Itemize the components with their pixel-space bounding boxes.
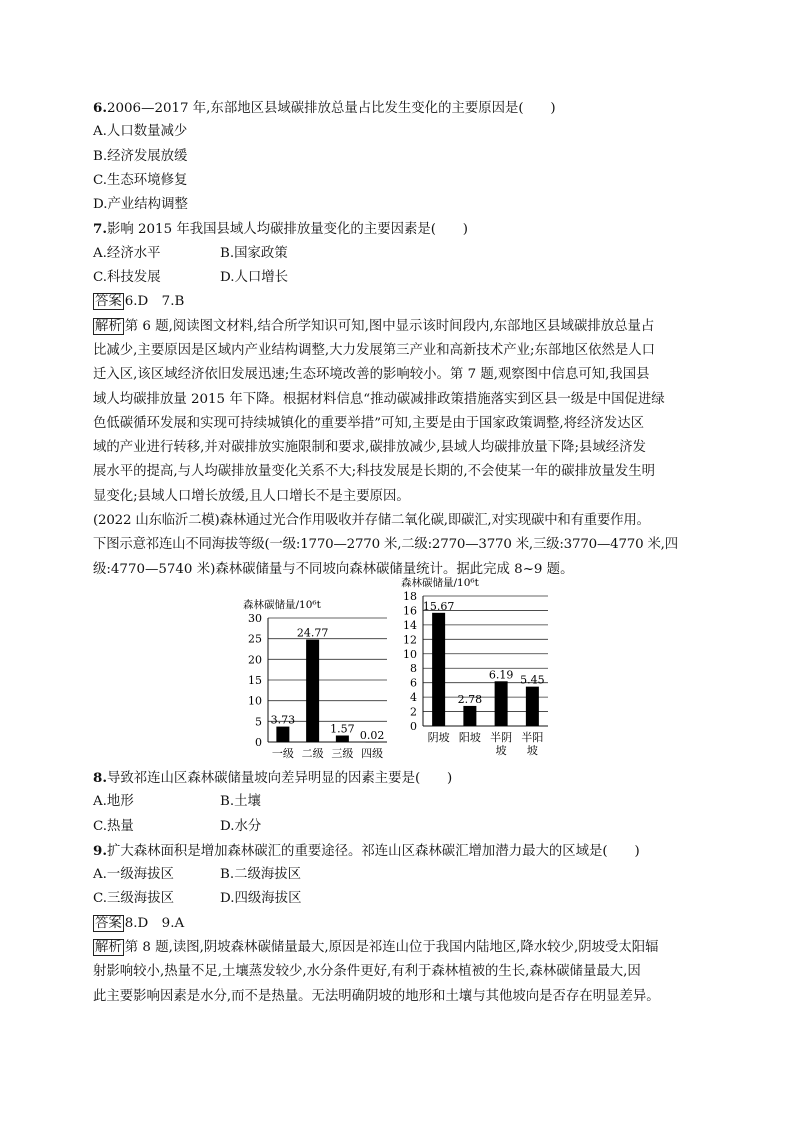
x-tick-label: 半阴	[490, 730, 513, 744]
analysis-line: 射影响较小,热量不足,土壤蒸发较少,水分条件更好,有利于森林植被的生长,森林碳储量最大,因	[93, 964, 641, 980]
option: C.生态环境修复	[93, 172, 188, 188]
material-line: (2022 山东临沂二模)森林通过光合作用吸收并存储二氧化碳,即碳汇,对实现碳中和有重要作用。	[93, 513, 650, 529]
bar	[306, 640, 319, 742]
answer-tag: 答案	[95, 915, 122, 931]
option: A.地形	[93, 794, 134, 810]
option: C.三级海拔区	[93, 891, 174, 907]
x-tick-label: 三级	[331, 746, 354, 760]
charts-figure	[93, 576, 705, 766]
option: A.人口数量减少	[93, 124, 188, 140]
y-tick-label: 10	[248, 694, 262, 708]
y-tick-label: 0	[255, 735, 262, 749]
x-tick-label: 阳坡	[458, 730, 481, 744]
bar-charts	[93, 576, 705, 766]
analysis-line: 色低碳循环发展和实现可持续城镇化的重要举措”可知,主要是由于国家政策调整,将经济发达区	[93, 415, 644, 431]
data-label: 3.73	[270, 713, 296, 727]
option: B.经济发展放缓	[93, 148, 188, 164]
question-number: 6.	[93, 100, 107, 116]
y-axis-title: 森林碳储量/10⁶t	[401, 576, 479, 589]
option: A.一级海拔区	[93, 867, 174, 883]
analysis-line: 第 8 题,读图,阴坡森林碳储量最大,原因是祁连山位于我国内陆地区,降水较少,阴坡受太阳辐	[124, 940, 659, 956]
analysis-paragraph	[93, 315, 705, 509]
question-number: 7.	[93, 221, 107, 238]
y-tick-label: 25	[248, 632, 262, 646]
y-tick-label: 6	[410, 676, 417, 690]
question-9-stem	[93, 839, 705, 863]
data-label: 5.45	[520, 673, 545, 687]
data-label: 24.77	[296, 626, 329, 640]
x-tick-label: 坡	[526, 743, 538, 757]
y-tick-label: 18	[403, 589, 417, 603]
y-tick-label: 8	[410, 662, 417, 676]
question-8-stem	[93, 766, 705, 790]
option: C.热量	[93, 818, 134, 834]
answer-tag: 答案	[95, 294, 122, 310]
x-tick-label: 二级	[301, 746, 324, 760]
answer-line	[93, 912, 705, 936]
y-tick-label: 0	[410, 719, 417, 733]
question-number: 8.	[93, 769, 107, 786]
question-7-stem	[93, 217, 705, 241]
option: B.国家政策	[220, 245, 288, 261]
option: B.土壤	[220, 794, 261, 810]
data-label: 6.19	[488, 668, 514, 682]
y-tick-label: 20	[248, 653, 262, 667]
option: B.二级海拔区	[220, 867, 302, 883]
question-text: 影响 2015 年我国县域人均碳排放量变化的主要因素是( )	[106, 222, 469, 238]
y-tick-label: 10	[403, 647, 417, 661]
material-line: 级:4770—5740 米)森林碳储量与不同坡向森林碳储量统计。据此完成 8~9 题。	[93, 561, 574, 577]
analysis-line: 展水平的提高,与人均碳排放量变化关系不大;科技发展是长期的,不会使某一年的碳排放量发生明	[93, 464, 656, 480]
document-body	[93, 96, 705, 1009]
y-tick-label: 2	[410, 705, 417, 719]
option: D.水分	[220, 818, 262, 834]
y-tick-label: 5	[255, 715, 262, 729]
analysis-line: 域的产业进行转移,并对碳排放实施限制和要求,碳排放减少,县域人均碳排放量下降;县域经济发	[93, 440, 646, 456]
x-tick-label: 阴坡	[427, 730, 450, 744]
x-tick-label: 坡	[495, 743, 507, 757]
analysis-line: 第 6 题,阅读图文材料,结合所学知识可知,图中显示该时间段内,东部地区县域碳排放总量占	[124, 318, 655, 334]
data-label: 1.57	[330, 722, 355, 736]
x-tick-label: 一级	[271, 746, 294, 760]
bar	[495, 681, 508, 726]
analysis-paragraph	[93, 936, 705, 1009]
analysis-line: 比减少,主要原因是区域内产业结构调整,大力发展第三产业和高新技术产业;东部地区依然是人口	[93, 342, 656, 358]
option: D.人口增长	[220, 270, 289, 286]
y-tick-label: 4	[410, 691, 417, 705]
y-axis-title: 森林碳储量/10⁶t	[243, 598, 321, 611]
option-row	[93, 266, 705, 290]
analysis-line: 域人均碳排放量 2015 年下降。根据材料信息“推动碳减排政策措施落实到区县一级是中国促进绿	[93, 391, 665, 407]
question-text: 2006—2017 年,东部地区县域碳排放总量占比发生变化的主要原因是( )	[106, 101, 556, 116]
y-tick-label: 30	[248, 611, 262, 625]
material-paragraph	[93, 509, 705, 582]
analysis-tag: 解析	[95, 318, 122, 334]
x-tick-label: 四级	[361, 746, 384, 760]
analysis-line: 显变化;县域人口增长放缓,且人口增长不是主要原因。	[93, 488, 410, 504]
bar	[463, 706, 476, 726]
material-line: 下图示意祁连山不同海拔等级(一级:1770—2770 米,二级:2770—3770 米,三级:3770—4770 米,四	[93, 537, 678, 553]
question-text: 导致祁连山区森林碳储量坡向差异明显的因素主要是( )	[106, 770, 453, 786]
option-row	[93, 863, 705, 887]
option: D.四级海拔区	[220, 891, 302, 907]
option: A.经济水平	[93, 245, 161, 261]
option-row	[93, 815, 705, 839]
option-row	[93, 242, 705, 266]
answer-line	[93, 290, 705, 314]
answer-text: 6.D 7.B	[124, 294, 185, 310]
question-number: 9.	[93, 842, 107, 859]
option-row	[93, 887, 705, 911]
x-tick-label: 半阳	[521, 730, 544, 744]
option-row	[93, 790, 705, 814]
y-tick-label: 12	[403, 633, 417, 647]
bar	[432, 613, 445, 726]
y-tick-label: 16	[403, 604, 417, 618]
bar	[366, 742, 379, 743]
bar	[276, 727, 289, 742]
data-label: 15.67	[422, 599, 455, 613]
bar	[526, 687, 539, 726]
question-text: 扩大森林面积是增加森林碳汇的重要途径。祁连山区森林碳汇增加潜力最大的区域是( )	[106, 843, 640, 859]
data-label: 2.78	[457, 692, 483, 706]
analysis-tag: 解析	[95, 940, 122, 956]
option: D.产业结构调整	[93, 197, 188, 213]
data-label: 0.02	[359, 728, 385, 742]
bar	[336, 735, 349, 741]
option: C.科技发展	[93, 270, 161, 286]
y-tick-label: 15	[248, 673, 262, 687]
answer-text: 8.D 9.A	[124, 915, 185, 931]
y-tick-label: 14	[403, 618, 417, 632]
analysis-line: 迁入区,该区域经济依旧发展迅速;生态环境改善的影响较小。第 7 题,观察图中信息可知,我国县	[93, 367, 650, 383]
analysis-line: 此主要影响因素是水分,而不是热量。无法明确阴坡的地形和土壤与其他坡向是否存在明显差异。	[93, 988, 660, 1004]
question-6-stem	[93, 96, 705, 120]
